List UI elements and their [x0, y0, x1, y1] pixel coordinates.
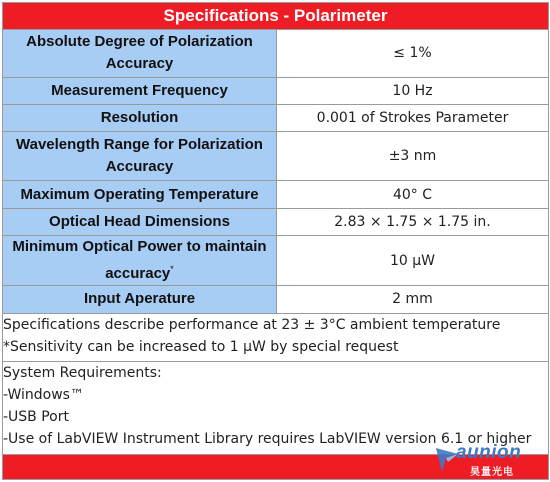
spec-label: Minimum Optical Power to maintain accuracy — [12, 238, 267, 283]
spec-label: Resolution — [3, 104, 277, 131]
spec-label: Wavelength Range for Polarization Accuracy — [3, 132, 277, 181]
spec-row — [3, 104, 549, 131]
spec-table — [2, 2, 549, 480]
table-title: Specifications - Polarimeter — [3, 3, 549, 30]
spec-row — [3, 208, 549, 235]
spec-label: Input Aperature — [3, 286, 277, 313]
spec-label: Optical Head Dimensions — [3, 208, 277, 235]
spec-label: Maximum Operating Temperature — [3, 181, 277, 208]
requirement-item: -Use of LabVIEW Instrument Library requires LabVIEW version 6.1 or higher — [3, 430, 532, 447]
spec-value: 2.83 × 1.75 × 1.75 in. — [277, 208, 549, 235]
note-line: Specifications describe performance at 23 ± 3°C ambient temperature — [3, 316, 501, 333]
spec-value: 2 mm — [277, 286, 549, 313]
spec-row — [3, 77, 549, 104]
spec-row — [3, 181, 549, 208]
footnote-mark: * — [170, 264, 174, 275]
spec-value: 40° C — [277, 181, 549, 208]
spec-value: ≤ 1% — [277, 30, 549, 77]
note-line: *Sensitivity can be increased to 1 µW by special request — [3, 338, 399, 355]
spec-row — [3, 235, 549, 285]
spec-value: ±3 nm — [277, 132, 549, 181]
logo-brand-cn: 昊量光电 — [470, 467, 514, 478]
requirements-row — [3, 361, 549, 454]
spec-label: Absolute Degree of Polarization Accuracy — [3, 30, 277, 77]
spec-row — [3, 132, 549, 181]
spec-value: 10 Hz — [277, 77, 549, 104]
spec-row — [3, 286, 549, 313]
spec-label: Measurement Frequency — [3, 77, 277, 104]
spec-value: 10 µW — [277, 235, 549, 285]
requirements-heading: System Requirements: — [3, 364, 162, 381]
notes-row — [3, 313, 549, 361]
notes-cell — [3, 313, 549, 361]
watermark-logo — [434, 442, 542, 478]
requirement-item: -Windows™ — [3, 386, 84, 403]
requirement-item: -USB Port — [3, 408, 69, 425]
logo-brand: aunion — [456, 442, 522, 463]
spec-row — [3, 30, 549, 77]
spec-label-cell — [3, 235, 277, 285]
title-row — [3, 3, 549, 30]
requirements-cell — [3, 361, 549, 454]
spec-value: 0.001 of Strokes Parameter — [277, 104, 549, 131]
